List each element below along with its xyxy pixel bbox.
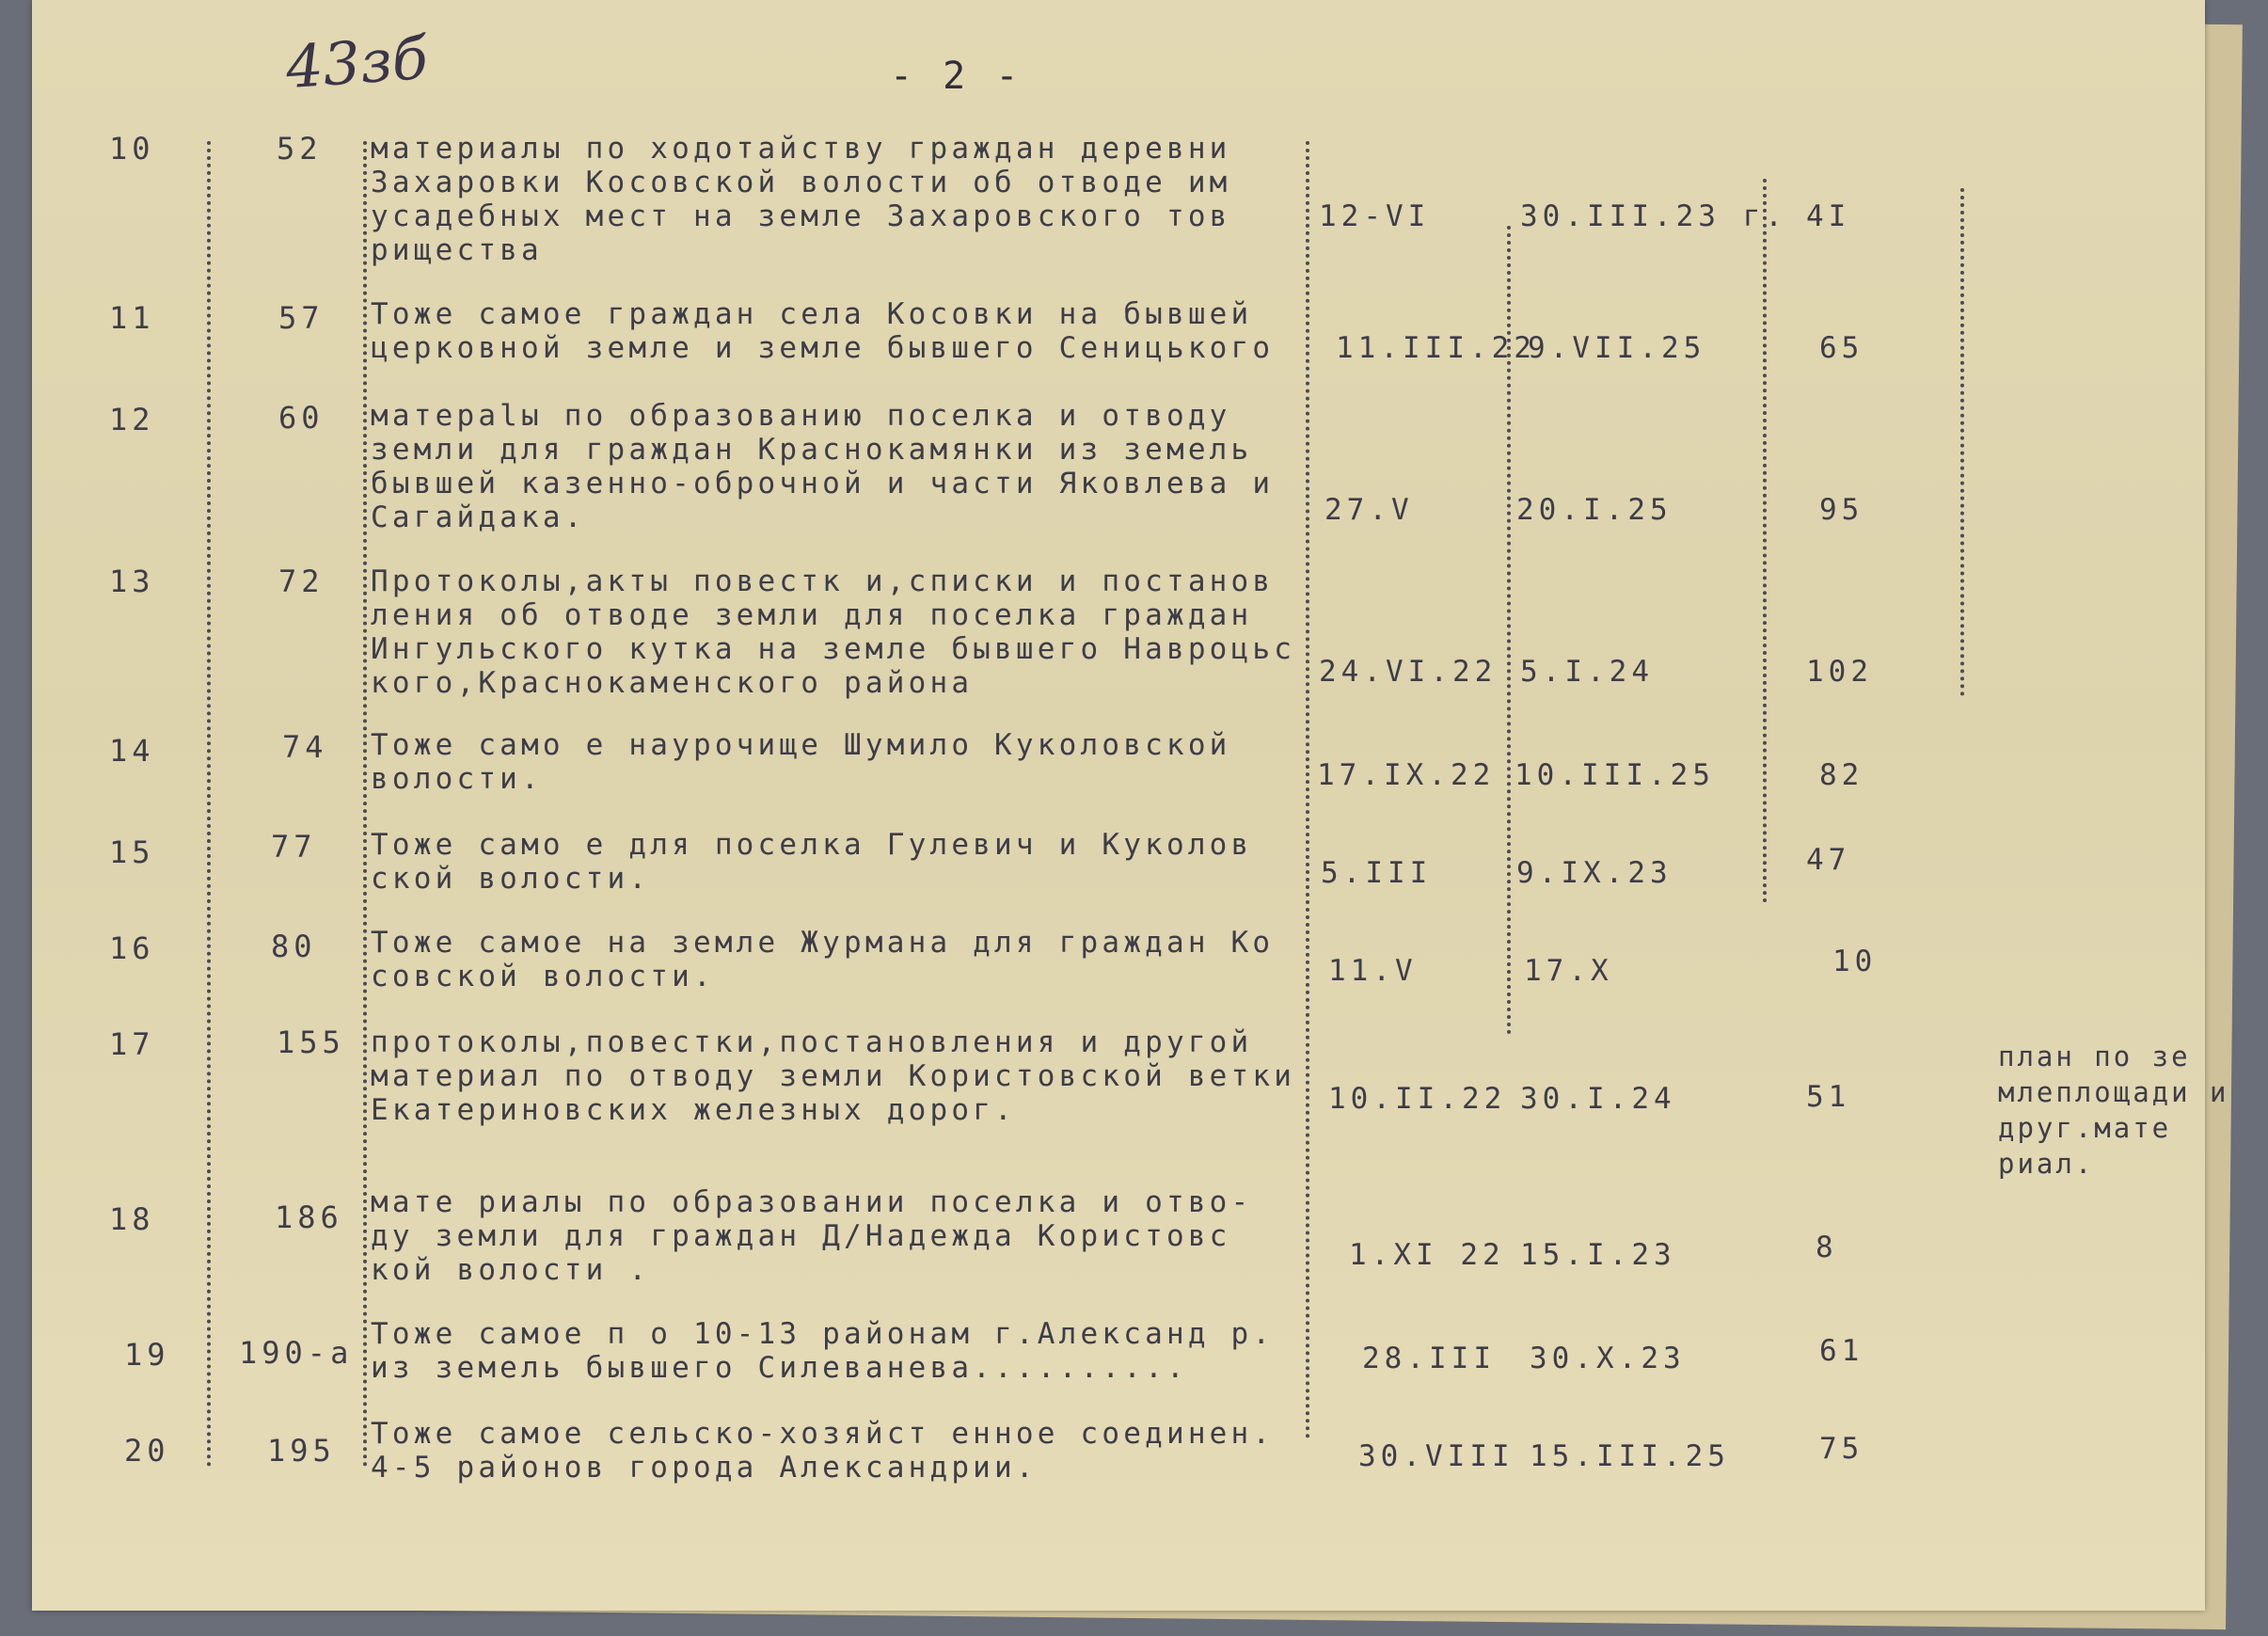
row-number: 12 [109,402,155,437]
column-separator [1763,179,1767,903]
case-number: 186 [275,1199,343,1235]
case-number: 77 [271,829,317,865]
case-description: Тоже само е наурочище Шумило Куколовской волости. [371,728,1231,796]
row-number: 13 [109,564,155,599]
sheet-count: 82 [1819,758,1864,792]
start-date: 30.VIII [1358,1439,1515,1473]
row-number: 19 [124,1337,170,1373]
row-number: 20 [124,1433,170,1469]
sheet-count: 95 [1819,493,1864,527]
case-number: 52 [277,131,323,167]
start-date: 28.III [1362,1342,1496,1375]
start-date: 24.VI.22 [1319,655,1498,689]
start-date: 10.II.22 [1328,1082,1507,1116]
sheet-count: 8 [1816,1231,1838,1264]
row-number: 10 [109,131,155,167]
end-date: 15.I.23 [1520,1238,1676,1272]
end-date: 5.I.24 [1520,655,1654,689]
case-description: Тоже само е для поселка Гулевич и Куколов ской волости. [371,828,1253,896]
end-date: 30.I.24 [1520,1082,1676,1116]
end-date: 30.X.23 [1530,1342,1686,1375]
case-number: 190-а [239,1335,354,1371]
sheet-count: 51 [1806,1080,1851,1114]
end-date: 15.III.25 [1530,1439,1730,1473]
start-date: 11.III.22 [1336,331,1536,365]
end-date: 20.I.25 [1516,493,1673,527]
sheet-count: 61 [1819,1334,1864,1368]
end-date: 9.IX.23 [1516,856,1673,890]
start-date: 27.V [1324,493,1414,527]
sheet-count: 10 [1832,945,1878,978]
row-number: 18 [109,1201,155,1237]
row-note: план по зе млеплощади и друг.мате риал. [1998,1040,2229,1180]
sheet-count: 47 [1806,843,1851,877]
case-description: Тоже самое п о 10-13 районам г.Александ р. из земель бывшего Силеванева.......... [371,1317,1275,1385]
case-number: 57 [278,300,325,336]
row-number: 15 [109,834,155,870]
start-date: 11.V [1328,954,1418,988]
start-date: 1.XI 22 [1349,1238,1505,1272]
handwritten-note: 43зб [283,23,430,103]
case-description: протоколы,повестки,постановления и другой материал по отводу земли Користовской ветки Екатериновских железных дорог. [371,1025,1296,1127]
case-description: Протоколы,акты повестк и,списки и постанов ления об отводе земли для поселка граждан Ингульского кутка на земле бывшего Навроцьс кого,Краснокаменского района [371,564,1296,700]
sheet-count: 65 [1819,331,1864,365]
case-description: Тоже самое на земле Журмана для граждан Ко совской волости. [371,926,1275,993]
end-date: 30.III.23 г. [1520,199,1787,233]
document-page [32,0,2229,1611]
column-separator [1306,141,1309,1439]
case-number: 60 [278,400,325,436]
case-number: 72 [278,564,325,599]
row-number: 14 [109,733,155,769]
column-separator [207,141,211,1468]
case-number: 80 [271,929,317,964]
case-number: 155 [277,1024,345,1060]
row-number: 11 [109,300,155,336]
case-description: мате риалы по образовании поселка и отво- ду земли для граждан Д/Надежда Користовс кой волости . [371,1185,1253,1287]
end-date: 9.VII.25 [1528,331,1706,365]
end-date: 17.X [1524,954,1613,988]
case-description: Тоже самое граждан села Косовки на бывшей церковной земле и земле бывшего Сеницького [371,297,1275,365]
case-description: матерalы по образованию поселка и отводу земли для граждан Краснокамянки из земель бывшей казенно-оброчной и части Яковлева и Сагайдака. [371,399,1275,534]
column-separator [1960,188,1964,696]
sheet-count: 102 [1806,655,1873,689]
end-date: 10.III.25 [1515,758,1715,792]
row-number: 16 [109,930,155,966]
case-description: Тоже самое сельско-хозяйст енное соединен. 4-5 районов города Александрии. [371,1417,1275,1485]
sheet-count: 4I [1806,199,1851,233]
page-number: - 2 - [890,55,1023,98]
sheet-count: 75 [1819,1432,1864,1466]
start-date: 5.III [1321,856,1433,890]
case-number: 195 [267,1433,336,1469]
start-date: 12-VI [1319,199,1431,233]
column-separator [363,141,367,1468]
case-number: 74 [282,729,328,765]
row-number: 17 [109,1026,155,1062]
start-date: 17.IX.22 [1317,758,1496,792]
case-description: материалы по ходотайству граждан деревни Захаровки Косовской волости об отводе им усадебных мест на земле Захаровского тов рищества [371,132,1231,267]
